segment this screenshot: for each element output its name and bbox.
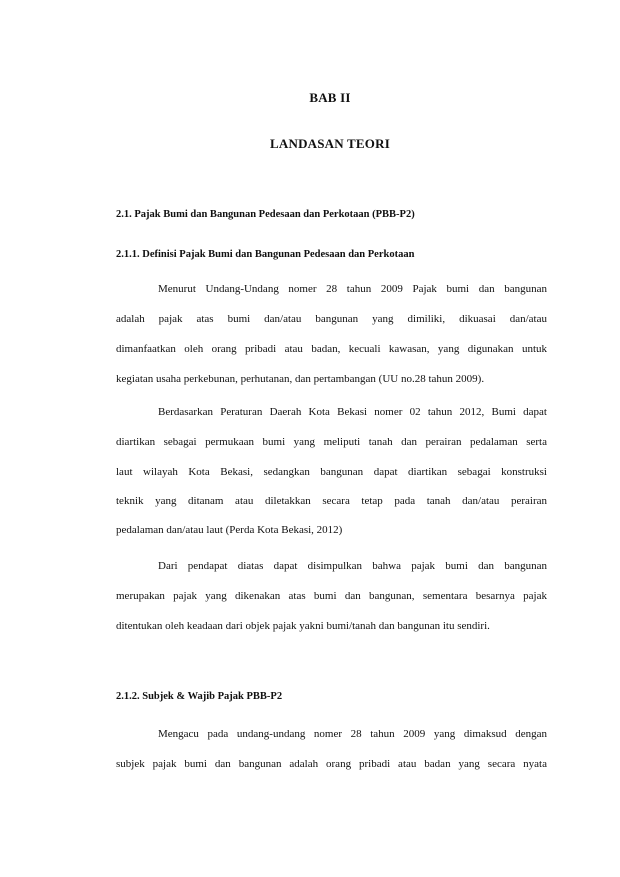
paragraph-line: Berdasarkan Peraturan Daerah Kota Bekasi nomer 02 tahun 2012, Bumi dapat: [158, 406, 547, 418]
paragraph-line: Mengacu pada undang-undang nomer 28 tahun 2009 yang dimaksud dengan: [158, 728, 547, 740]
paragraph-line: pedalaman dan/atau laut (Perda Kota Bekasi, 2012): [116, 524, 343, 536]
section-heading-2-1-1: 2.1.1. Definisi Pajak Bumi dan Bangunan Pedesaan dan Perkotaan: [116, 249, 415, 260]
paragraph-line: kegiatan usaha perkebunan, perhutanan, dan pertambangan (UU no.28 tahun 2009).: [116, 373, 485, 385]
section-heading-2-1-2: 2.1.2. Subjek & Wajib Pajak PBB-P2: [116, 691, 283, 702]
paragraph-line: dimanfaatkan oleh orang pribadi atau badan, kecuali kawasan, yang digunakan untuk: [116, 343, 547, 355]
paragraph-line: subjek pajak bumi dan bangunan adalah orang pribadi atau badan yang secara nyata: [116, 758, 547, 770]
chapter-title: LANDASAN TEORI: [270, 136, 390, 151]
paragraph-line: ditentukan oleh keadaan dari objek pajak yakni bumi/tanah dan bangunan itu sendiri.: [116, 620, 490, 632]
paragraph-line: diartikan sebagai permukaan bumi yang meliputi tanah dan perairan pedalaman serta: [116, 436, 547, 448]
paragraph-line: adalah pajak atas bumi dan/atau bangunan yang dimiliki, dikuasai dan/atau: [116, 313, 547, 325]
section-heading-2-1: 2.1. Pajak Bumi dan Bangunan Pedesaan dan Perkotaan (PBB-P2): [116, 209, 415, 220]
paragraph-line: teknik yang ditanam atau diletakkan secara tetap pada tanah dan/atau perairan: [116, 495, 547, 507]
paragraph-line: laut wilayah Kota Bekasi, sedangkan bangunan dapat diartikan sebagai konstruksi: [116, 466, 547, 478]
paragraph-line: Dari pendapat diatas dapat disimpulkan bahwa pajak bumi dan bangunan: [158, 560, 547, 572]
paragraph-line: merupakan pajak yang dikenakan atas bumi dan bangunan, sementara besarnya pajak: [116, 590, 547, 602]
paragraph-line: Menurut Undang-Undang nomer 28 tahun 2009 Pajak bumi dan bangunan: [158, 283, 547, 295]
chapter-number: BAB II: [309, 90, 351, 105]
